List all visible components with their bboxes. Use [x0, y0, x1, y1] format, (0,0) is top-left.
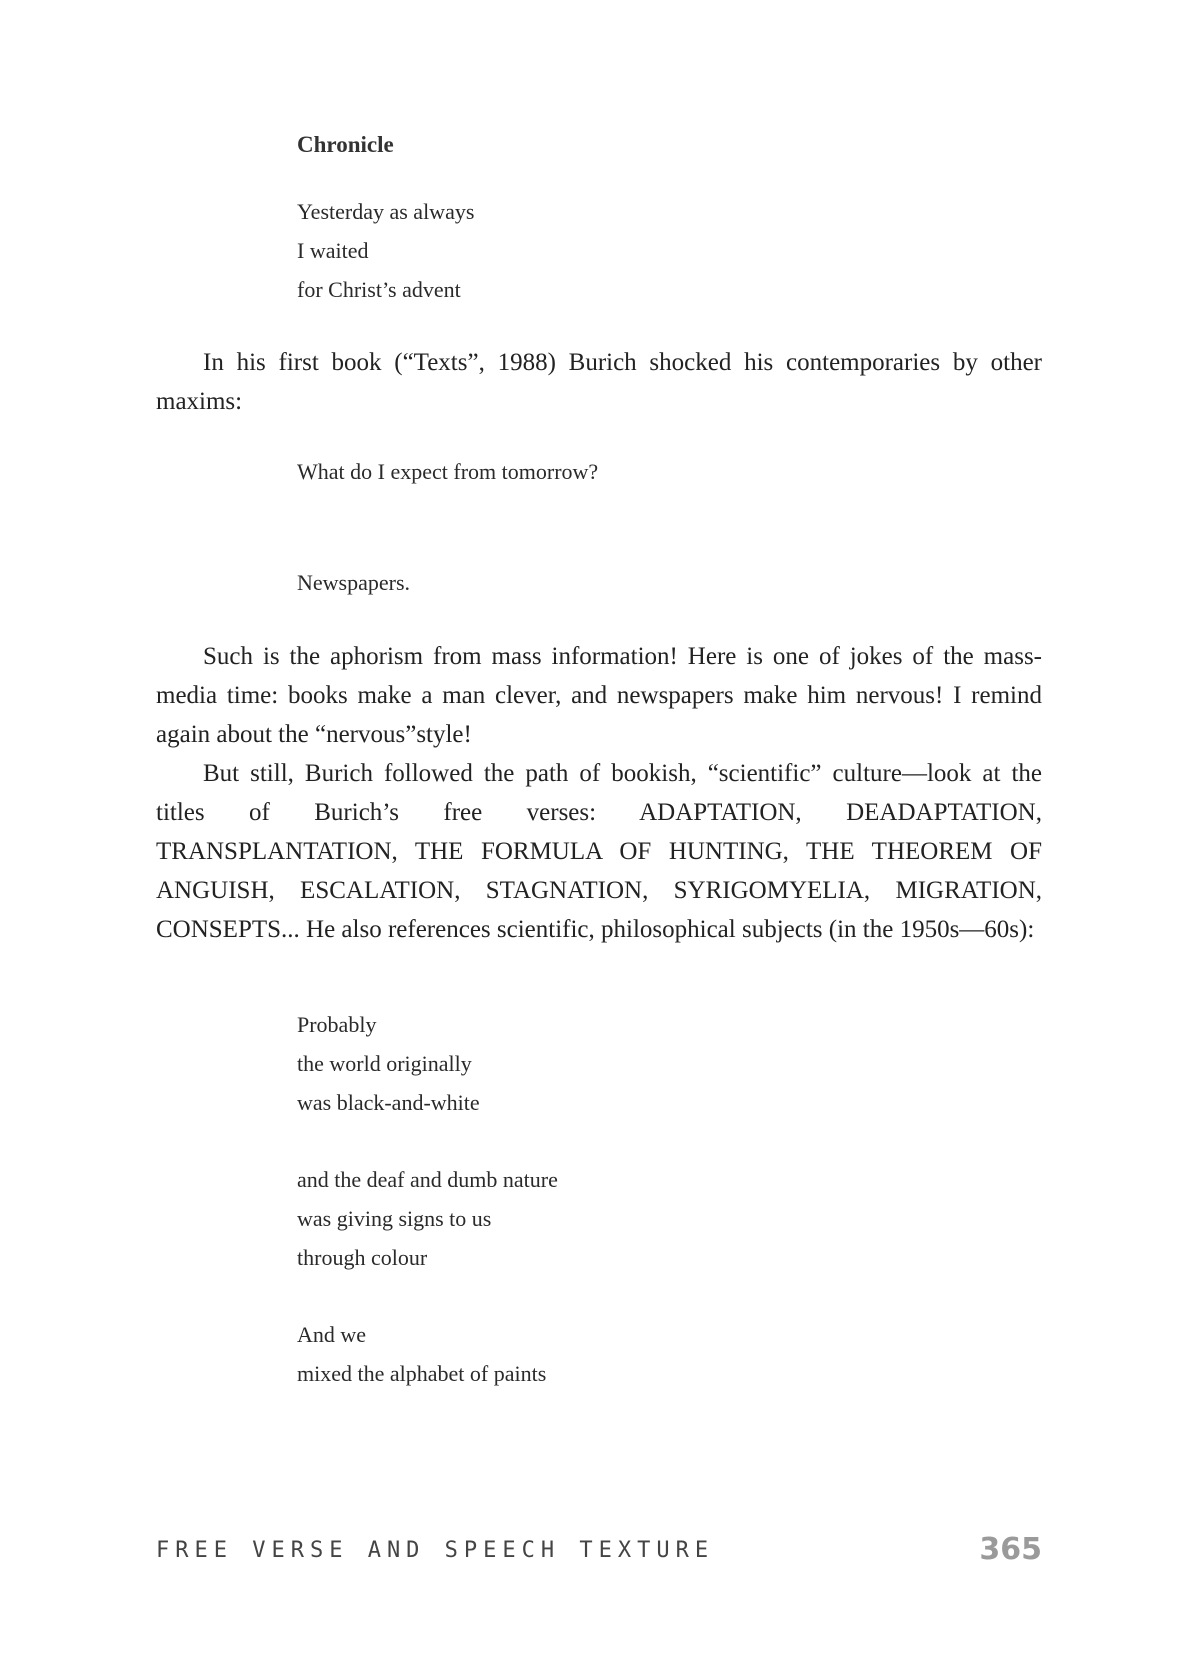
verse-line: Yesterday as always — [297, 199, 475, 224]
poem-title: Chronicle — [297, 132, 394, 157]
verse-line: Newspapers. — [297, 570, 411, 595]
body-paragraph: In his first book (“Texts”, 1988) Burich shocked his contemporaries by other maxims: — [156, 349, 1042, 415]
verse-line: And we — [297, 1322, 367, 1347]
body-paragraph: But still, Burich followed the path of bookish, “scientific” culture—look at the titles of Burich’s free verses: ADAPTATION, DEADAPTATION, TRANSPLANTATION, THE FORMULA OF HUNTING, THE THEOREM OF ANGUISH, ESCALATION, STAGNATION, SYRIGOMYELIA, MIGRATION, CONSEPTS... He also references scientific, philosophical subjects (in the 1950s—60s): — [156, 760, 1042, 943]
poem-world-stanza — [297, 1005, 480, 1122]
poem-world-stanza — [297, 1315, 546, 1393]
verse-line: What do I expect from tomorrow? — [297, 459, 599, 484]
page-number: 365 — [979, 1532, 1042, 1567]
verse-line: I waited — [297, 238, 369, 263]
verse-line: the world originally — [297, 1051, 472, 1076]
verse-line: and the deaf and dumb nature — [297, 1167, 558, 1192]
poem-world-stanza — [297, 1160, 558, 1277]
verse-line: through colour — [297, 1245, 428, 1270]
verse-line: mixed the alphabet of paints — [297, 1361, 547, 1386]
running-footer-title: FREE VERSE AND SPEECH TEXTURE — [156, 1538, 715, 1563]
maxim-answer — [297, 563, 410, 602]
maxim-question — [297, 452, 598, 491]
verse-line: was black-and-white — [297, 1090, 480, 1115]
verse-line: Probably — [297, 1012, 377, 1037]
verse-line: for Christ’s advent — [297, 277, 461, 302]
poem-chronicle-verse — [297, 192, 474, 309]
body-paragraph: Such is the aphorism from mass information! Here is one of jokes of the mass-media time: books make a man clever, and newspapers make him nervous! I remind again about the “nervous”style! — [156, 643, 1042, 748]
verse-line: was giving signs to us — [297, 1206, 492, 1231]
